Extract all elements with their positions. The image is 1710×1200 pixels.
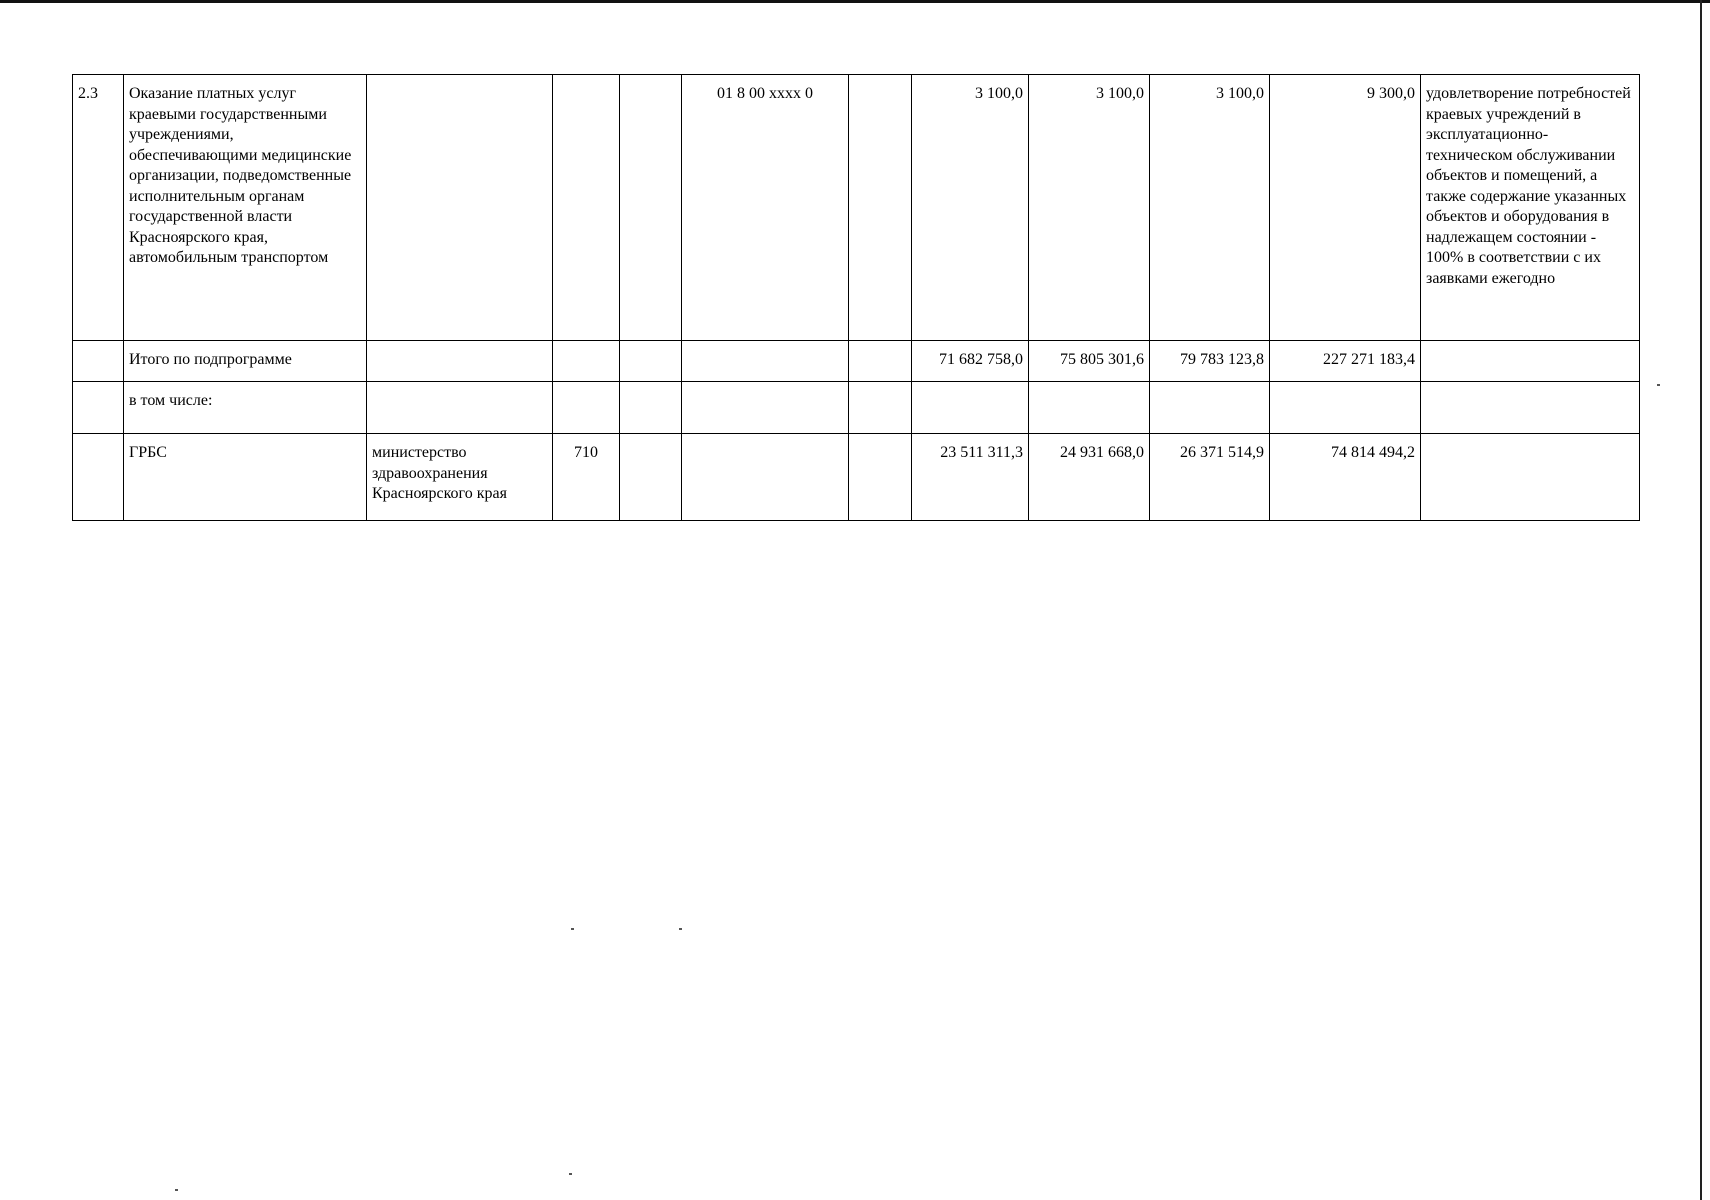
- cell-number: [73, 434, 124, 521]
- cell-name: в том числе:: [124, 382, 367, 434]
- cell-rzpr: [620, 434, 682, 521]
- program-table: [72, 74, 1640, 521]
- cell-rzpr: [620, 75, 682, 341]
- cell-year1: [912, 382, 1029, 434]
- cell-total: 9 300,0: [1270, 75, 1421, 341]
- cell-year2: 24 931 668,0: [1029, 434, 1150, 521]
- cell-name: Итого по подпрограмме: [124, 341, 367, 382]
- cell-code: [553, 382, 620, 434]
- cell-number: 2.3: [73, 75, 124, 341]
- scan-speck: [1657, 384, 1660, 386]
- scan-speck: [175, 1189, 178, 1191]
- cell-year3: [1150, 382, 1270, 434]
- cell-csr: [682, 434, 849, 521]
- scan-speck: [571, 928, 574, 930]
- cell-number: [73, 341, 124, 382]
- cell-rzpr: [620, 382, 682, 434]
- cell-vr: [849, 434, 912, 521]
- cell-grbs: министерство здравоохранения Красноярского края: [367, 434, 553, 521]
- cell-year1: 71 682 758,0: [912, 341, 1029, 382]
- cell-csr: [682, 341, 849, 382]
- cell-year3: 3 100,0: [1150, 75, 1270, 341]
- cell-result: [1421, 341, 1640, 382]
- cell-year1: 23 511 311,3: [912, 434, 1029, 521]
- cell-year2: 75 805 301,6: [1029, 341, 1150, 382]
- cell-total: [1270, 382, 1421, 434]
- scan-speck: [569, 1173, 572, 1175]
- cell-grbs: [367, 341, 553, 382]
- table-row-2-3: [73, 75, 1640, 341]
- scan-top-border: [0, 0, 1710, 3]
- cell-name: Оказание платных услуг краевыми государственными учреждениями, обеспечивающими медицинские организации, подведомственные исполнительным органам государственной власти Красноярского края, автомобильным транспортом: [124, 75, 367, 341]
- cell-csr: [682, 382, 849, 434]
- cell-grbs: [367, 75, 553, 341]
- cell-vr: [849, 382, 912, 434]
- table-row-grbs: [73, 434, 1640, 521]
- cell-number: [73, 382, 124, 434]
- cell-result: [1421, 382, 1640, 434]
- table-row-subtotal: [73, 341, 1640, 382]
- cell-total: 227 271 183,4: [1270, 341, 1421, 382]
- cell-code: 710: [553, 434, 620, 521]
- cell-grbs: [367, 382, 553, 434]
- cell-result: удовлетворение потребностей краевых учреждений в эксплуатационно-техническом обслуживании объектов и помещений, а также содержание указанных объектов и оборудования в надлежащем состоянии - 100% в соответствии с их заявками ежегодно: [1421, 75, 1640, 341]
- cell-year3: 26 371 514,9: [1150, 434, 1270, 521]
- cell-rzpr: [620, 341, 682, 382]
- table-row-including: [73, 382, 1640, 434]
- cell-vr: [849, 341, 912, 382]
- cell-result: [1421, 434, 1640, 521]
- cell-vr: [849, 75, 912, 341]
- scan-right-border: [1700, 0, 1702, 1200]
- cell-year2: [1029, 382, 1150, 434]
- cell-year2: 3 100,0: [1029, 75, 1150, 341]
- cell-year1: 3 100,0: [912, 75, 1029, 341]
- cell-name: ГРБС: [124, 434, 367, 521]
- cell-year3: 79 783 123,8: [1150, 341, 1270, 382]
- cell-csr: 01 8 00 xxxx 0: [682, 75, 849, 341]
- cell-total: 74 814 494,2: [1270, 434, 1421, 521]
- cell-code: [553, 341, 620, 382]
- cell-code: [553, 75, 620, 341]
- scan-speck: [679, 928, 682, 930]
